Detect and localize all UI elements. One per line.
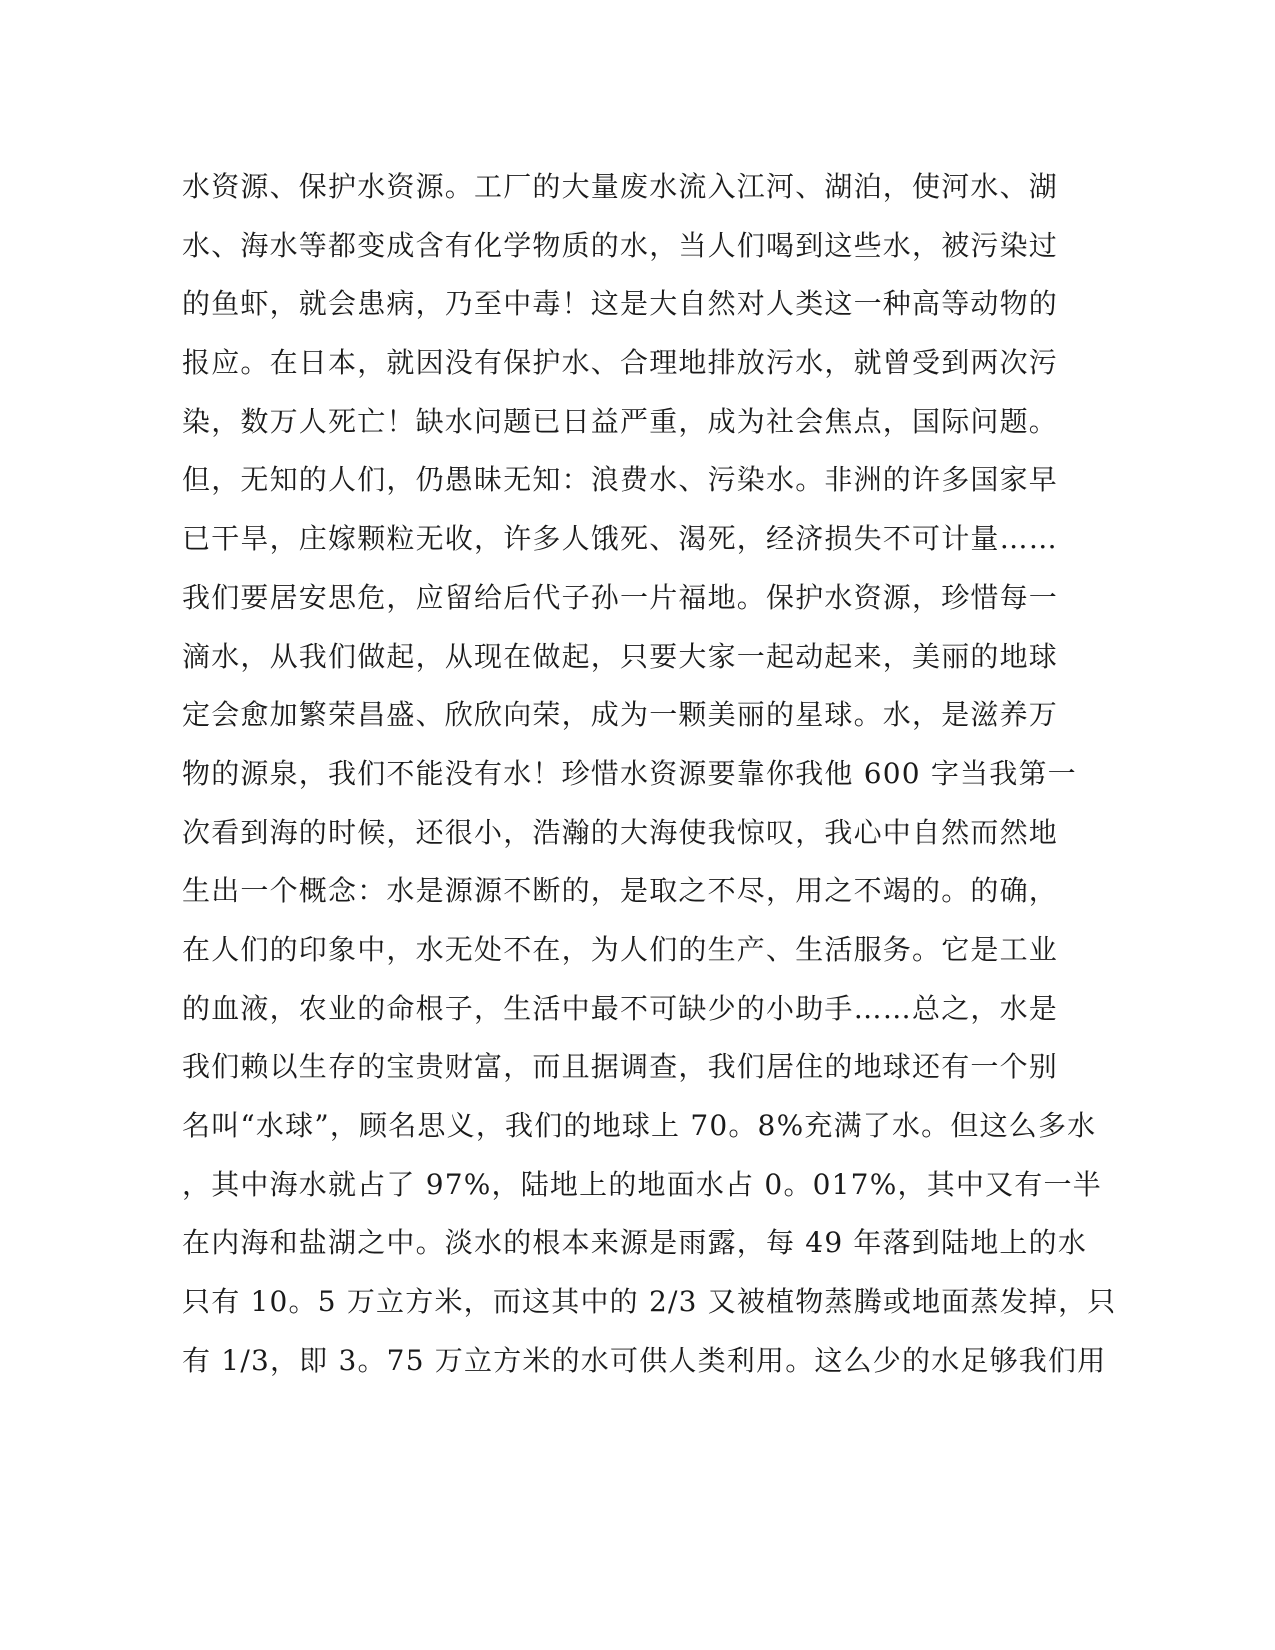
text-line: 生出一个概念：水是源源不断的，是取之不尽，用之不竭的。的确，: [182, 874, 1059, 908]
text-line: 的鱼虾，就会患病，乃至中毒！这是大自然对人类这一种高等动物的: [182, 287, 1059, 321]
text-line: 在人们的印象中，水无处不在，为人们的生产、生活服务。它是工业: [182, 932, 1059, 966]
text-line: 名叫“水球”，顾名思义，我们的地球上 70。8%充满了水。但这么多水: [182, 1109, 1097, 1142]
text-line: 我们赖以生存的宝贵财富，而且据调查，我们居住的地球还有一个别: [182, 1050, 1059, 1084]
text-line: ，其中海水就占了 97%，陆地上的地面水占 0。017%，其中又有一半: [182, 1167, 1102, 1201]
text-line: 有 1/3，即 3。75 万立方米的水可供人类利用。这么少的水足够我们用: [182, 1343, 1107, 1377]
text-line: 我们要居安思危，应留给后代子孙一片福地。保护水资源，珍惜每一: [182, 580, 1059, 614]
text-line: 报应。在日本，就因没有保护水、合理地排放污水，就曾受到两次污: [182, 346, 1059, 380]
text-line: 在内海和盐湖之中。淡水的根本来源是雨露，每 49 年落到陆地上的水: [182, 1226, 1088, 1260]
text-line: 但，无知的人们，仍愚昧无知：浪费水、污染水。非洲的许多国家早: [182, 463, 1059, 497]
text-line: 已干旱，庄嫁颗粒无收，许多人饿死、渴死，经济损失不可计量……: [182, 522, 1059, 556]
text-line: 水资源、保护水资源。工厂的大量废水流入江河、湖泊，使河水、湖: [182, 170, 1059, 203]
text-line: 只有 10。5 万立方米，而这其中的 2/3 又被植物蒸腾或地面蒸发掉，只: [182, 1285, 1117, 1319]
text-line: 染，数万人死亡！缺水问题已日益严重，成为社会焦点，国际问题。: [182, 404, 1059, 438]
text-line: 的血液，农业的命根子，生活中最不可缺少的小助手……总之，水是: [182, 991, 1059, 1025]
text-line: 定会愈加繁荣昌盛、欣欣向荣，成为一颗美丽的星球。水，是滋养万: [182, 698, 1059, 732]
body-text: [182, 158, 1117, 1390]
text-line: 水、海水等都变成含有化学物质的水，当人们喝到这些水，被污染过: [182, 228, 1059, 262]
text-line: 次看到海的时候，还很小，浩瀚的大海使我惊叹，我心中自然而然地: [182, 815, 1059, 849]
text-line: 物的源泉，我们不能没有水！珍惜水资源要靠你我他 600 字当我第一: [182, 756, 1077, 790]
text-line: 滴水，从我们做起，从现在做起，只要大家一起动起来，美丽的地球: [182, 639, 1059, 673]
